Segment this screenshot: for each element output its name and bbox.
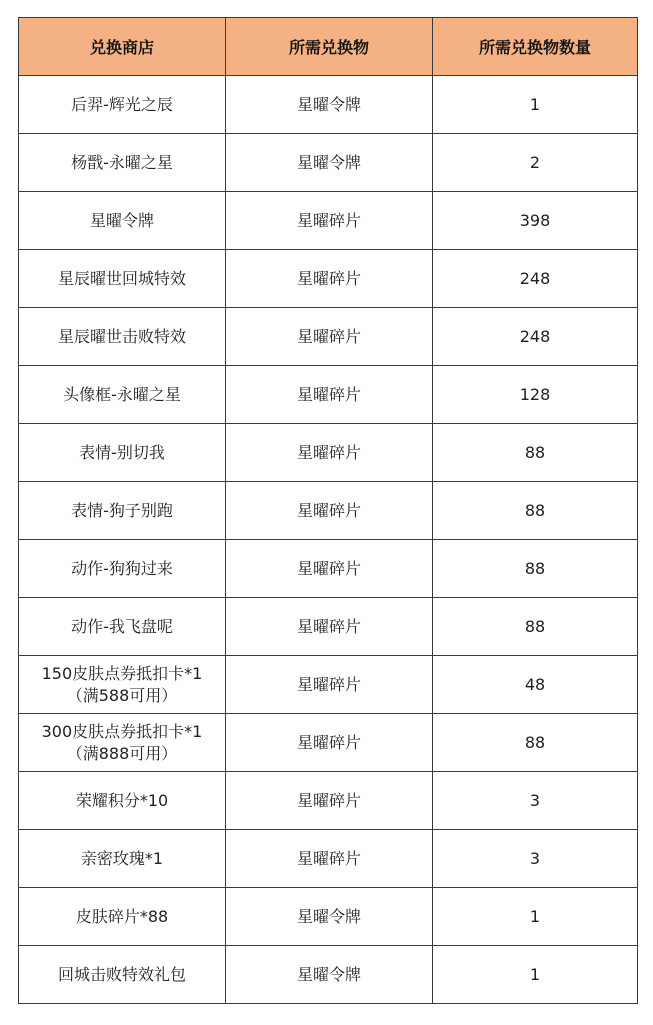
table-row	[19, 772, 638, 830]
cell-required-quantity: 1	[433, 76, 638, 134]
cell-required-quantity: 248	[433, 250, 638, 308]
cell-required-quantity: 2	[433, 134, 638, 192]
cell-required-quantity: 3	[433, 772, 638, 830]
table-row	[19, 714, 638, 772]
cell-exchange-item: 后羿-辉光之辰	[19, 76, 226, 134]
cell-required-quantity: 88	[433, 714, 638, 772]
cell-required-quantity: 398	[433, 192, 638, 250]
cell-exchange-item: 动作-我飞盘呢	[19, 598, 226, 656]
cell-exchange-item: 表情-别切我	[19, 424, 226, 482]
table-header-row	[19, 18, 638, 76]
cell-required-quantity: 3	[433, 830, 638, 888]
cell-required-item: 星曜令牌	[226, 134, 433, 192]
header-exchange-shop: 兑换商店	[19, 18, 226, 76]
table-row	[19, 366, 638, 424]
cell-exchange-item: 表情-狗子别跑	[19, 482, 226, 540]
cell-required-item: 星曜碎片	[226, 308, 433, 366]
table-row	[19, 482, 638, 540]
cell-exchange-item: 动作-狗狗过来	[19, 540, 226, 598]
cell-required-item: 星曜碎片	[226, 714, 433, 772]
table-row	[19, 250, 638, 308]
cell-required-item: 星曜碎片	[226, 192, 433, 250]
table-body	[19, 76, 638, 1004]
cell-required-item: 星曜碎片	[226, 424, 433, 482]
cell-exchange-item: 亲密玫瑰*1	[19, 830, 226, 888]
cell-required-quantity: 88	[433, 482, 638, 540]
cell-exchange-item: 回城击败特效礼包	[19, 946, 226, 1004]
table-row	[19, 540, 638, 598]
cell-required-item: 星曜碎片	[226, 598, 433, 656]
cell-required-item: 星曜令牌	[226, 888, 433, 946]
cell-exchange-item: 星辰曜世击败特效	[19, 308, 226, 366]
table-row	[19, 192, 638, 250]
cell-required-quantity: 248	[433, 308, 638, 366]
cell-exchange-item: 皮肤碎片*88	[19, 888, 226, 946]
cell-exchange-item: 杨戬-永曜之星	[19, 134, 226, 192]
cell-required-item: 星曜碎片	[226, 830, 433, 888]
cell-required-item: 星曜碎片	[226, 772, 433, 830]
table-row	[19, 888, 638, 946]
cell-required-item: 星曜碎片	[226, 250, 433, 308]
cell-required-item: 星曜碎片	[226, 656, 433, 714]
cell-required-item: 星曜令牌	[226, 946, 433, 1004]
cell-required-item: 星曜碎片	[226, 366, 433, 424]
cell-required-quantity: 1	[433, 888, 638, 946]
cell-exchange-item: 星辰曜世回城特效	[19, 250, 226, 308]
cell-exchange-item: 荣耀积分*10	[19, 772, 226, 830]
cell-required-item: 星曜碎片	[226, 540, 433, 598]
exchange-table	[18, 17, 638, 1004]
cell-exchange-item: 头像框-永曜之星	[19, 366, 226, 424]
table-row	[19, 598, 638, 656]
table-row	[19, 134, 638, 192]
cell-required-item: 星曜碎片	[226, 482, 433, 540]
cell-required-quantity: 48	[433, 656, 638, 714]
cell-required-quantity: 128	[433, 366, 638, 424]
table-row	[19, 830, 638, 888]
table-row	[19, 424, 638, 482]
cell-required-quantity: 88	[433, 598, 638, 656]
header-required-quantity: 所需兑换物数量	[433, 18, 638, 76]
cell-required-item: 星曜令牌	[226, 76, 433, 134]
exchange-table-container	[18, 17, 638, 1004]
cell-required-quantity: 88	[433, 424, 638, 482]
cell-exchange-item: 星曜令牌	[19, 192, 226, 250]
table-row	[19, 76, 638, 134]
cell-required-quantity: 88	[433, 540, 638, 598]
cell-exchange-item: 300皮肤点券抵扣卡*1 （满888可用）	[19, 714, 226, 772]
table-row	[19, 946, 638, 1004]
table-row	[19, 308, 638, 366]
cell-exchange-item: 150皮肤点券抵扣卡*1 （满588可用）	[19, 656, 226, 714]
cell-required-quantity: 1	[433, 946, 638, 1004]
header-required-item: 所需兑换物	[226, 18, 433, 76]
table-row	[19, 656, 638, 714]
